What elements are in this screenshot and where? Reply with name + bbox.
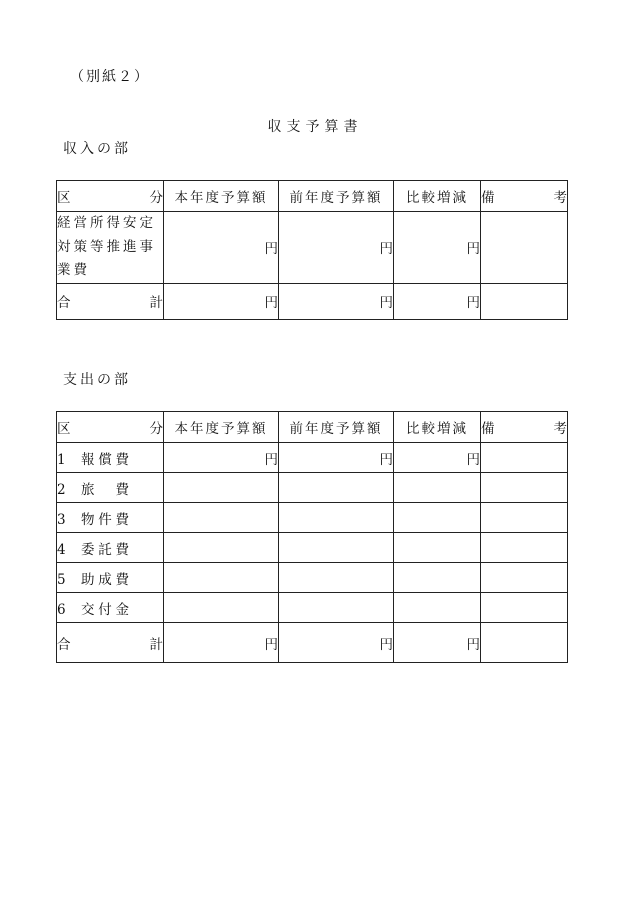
expense-difference-cell — [394, 503, 481, 533]
expense-previous-cell — [279, 533, 394, 563]
income-item-label: 経営所得安定対策等推進事業費 — [57, 212, 164, 284]
header-current-budget: 本年度予算額 — [164, 181, 279, 212]
expense-current-cell — [164, 593, 279, 623]
header-remarks: 備考 — [481, 181, 568, 212]
expense-item-row — [57, 533, 568, 563]
expense-item-row — [57, 563, 568, 593]
expense-previous-cell: 円 — [279, 443, 394, 473]
expense-remarks-cell — [481, 533, 568, 563]
expense-total-row — [57, 623, 568, 663]
header-current-budget: 本年度予算額 — [164, 412, 279, 443]
expense-current-cell — [164, 533, 279, 563]
expense-total-label: 合計 — [57, 623, 164, 663]
expense-item-label: 委託費 — [81, 541, 129, 558]
expense-remarks-cell — [481, 563, 568, 593]
expense-current-cell — [164, 563, 279, 593]
expense-item-row — [57, 473, 568, 503]
expense-item-row — [57, 593, 568, 623]
expense-item-number: 5 — [57, 571, 66, 588]
expense-item-label: 報償費 — [81, 451, 129, 468]
expense-difference-cell — [394, 533, 481, 563]
header-previous-budget: 前年度予算額 — [279, 181, 394, 212]
expense-item-row — [57, 443, 568, 473]
expense-remarks-cell — [481, 473, 568, 503]
income-header-row — [57, 181, 568, 212]
expense-difference-cell: 円 — [394, 443, 481, 473]
expense-item-label-cell — [57, 593, 164, 623]
expense-item-number: 6 — [57, 601, 66, 618]
expense-current-cell — [164, 503, 279, 533]
expense-difference-cell — [394, 473, 481, 503]
income-item-row — [57, 212, 568, 284]
header-difference: 比較増減 — [394, 181, 481, 212]
header-previous-budget: 前年度予算額 — [279, 412, 394, 443]
expense-item-number: 4 — [57, 541, 66, 558]
expense-item-label: 助成費 — [81, 571, 129, 588]
income-table — [56, 180, 568, 320]
expense-item-label-cell — [57, 563, 164, 593]
expense-header-row — [57, 412, 568, 443]
expense-item-label: 交付金 — [81, 601, 129, 618]
expense-total-difference: 円 — [394, 623, 481, 663]
expense-remarks-cell — [481, 443, 568, 473]
income-total-difference: 円 — [394, 283, 481, 319]
income-total-previous: 円 — [279, 283, 394, 319]
expense-item-number: 2 — [57, 481, 66, 498]
expense-current-cell: 円 — [164, 443, 279, 473]
expense-total-remarks — [481, 623, 568, 663]
expense-previous-cell — [279, 473, 394, 503]
expense-table — [56, 411, 568, 663]
income-remarks-cell — [481, 212, 568, 284]
header-category: 区分 — [57, 412, 164, 443]
expense-current-cell — [164, 473, 279, 503]
expense-item-row — [57, 503, 568, 533]
expense-difference-cell — [394, 593, 481, 623]
expense-item-label-cell — [57, 503, 164, 533]
expense-total-current: 円 — [164, 623, 279, 663]
income-difference-cell: 円 — [394, 212, 481, 284]
income-total-label: 合計 — [57, 283, 164, 319]
income-previous-cell: 円 — [279, 212, 394, 284]
expense-item-label-cell — [57, 473, 164, 503]
expense-item-number: 1 — [57, 451, 66, 468]
income-current-cell: 円 — [164, 212, 279, 284]
expense-previous-cell — [279, 563, 394, 593]
expense-item-number: 3 — [57, 511, 66, 528]
income-total-current: 円 — [164, 283, 279, 319]
expense-previous-cell — [279, 593, 394, 623]
header-category: 区分 — [57, 181, 164, 212]
expense-item-label: 物件費 — [81, 511, 129, 528]
expense-difference-cell — [394, 563, 481, 593]
expense-item-label: 旅費 — [81, 481, 129, 498]
document-title: 収支予算書 — [267, 119, 363, 135]
expense-item-label-cell — [57, 443, 164, 473]
expense-item-label-cell — [57, 533, 164, 563]
attachment-label: （別紙２） — [70, 69, 150, 85]
expense-total-previous: 円 — [279, 623, 394, 663]
expense-section-heading: 支出の部 — [63, 372, 131, 388]
header-difference: 比較増減 — [394, 412, 481, 443]
expense-remarks-cell — [481, 503, 568, 533]
income-total-row — [57, 283, 568, 319]
header-remarks: 備考 — [481, 412, 568, 443]
expense-remarks-cell — [481, 593, 568, 623]
income-total-remarks — [481, 283, 568, 319]
income-section-heading: 収入の部 — [63, 141, 131, 157]
expense-previous-cell — [279, 503, 394, 533]
